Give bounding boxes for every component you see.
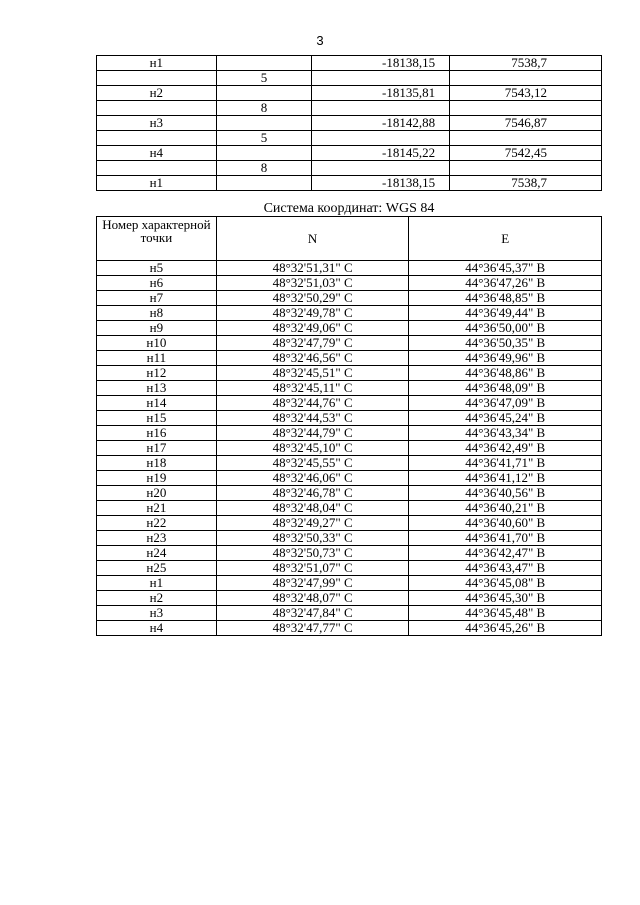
y-cell: 7543,12 xyxy=(450,86,602,101)
page-number: 3 xyxy=(316,33,324,48)
x-cell: -18138,15 xyxy=(312,176,450,191)
longitude-cell: 44°36'45,08" В xyxy=(409,576,602,591)
point-cell: н7 xyxy=(97,291,217,306)
latitude-cell: 48°32'44,76" С xyxy=(216,396,409,411)
longitude-cell: 44°36'48,86" В xyxy=(409,366,602,381)
empty-cell xyxy=(97,161,217,176)
empty-cell xyxy=(97,131,217,146)
latitude-cell: 48°32'46,56" С xyxy=(216,351,409,366)
point-row xyxy=(97,86,602,101)
y-cell: 7538,7 xyxy=(450,176,602,191)
header-e: E xyxy=(409,217,602,261)
longitude-cell: 44°36'42,49" В xyxy=(409,441,602,456)
longitude-cell: 44°36'48,09" В xyxy=(409,381,602,396)
latitude-cell: 48°32'47,84" С xyxy=(216,606,409,621)
empty-cell xyxy=(312,71,450,86)
point-cell: н23 xyxy=(97,531,217,546)
distance-row xyxy=(97,131,602,146)
distance-cell: 5 xyxy=(216,71,312,86)
table-row xyxy=(97,606,602,621)
longitude-cell: 44°36'50,35" В xyxy=(409,336,602,351)
point-row xyxy=(97,176,602,191)
empty-cell xyxy=(312,101,450,116)
wgs84-table xyxy=(96,216,602,636)
longitude-cell: 44°36'40,56" В xyxy=(409,486,602,501)
latitude-cell: 48°32'48,04" С xyxy=(216,501,409,516)
empty-cell xyxy=(450,161,602,176)
longitude-cell: 44°36'45,37" В xyxy=(409,261,602,276)
point-cell: н15 xyxy=(97,411,217,426)
header-n: N xyxy=(216,217,409,261)
table-row xyxy=(97,591,602,606)
point-cell: н17 xyxy=(97,441,217,456)
longitude-cell: 44°36'41,71" В xyxy=(409,456,602,471)
empty-cell xyxy=(97,101,217,116)
longitude-cell: 44°36'47,26" В xyxy=(409,276,602,291)
table-row xyxy=(97,561,602,576)
table-row xyxy=(97,516,602,531)
y-cell: 7546,87 xyxy=(450,116,602,131)
point-cell: н4 xyxy=(97,146,217,161)
y-cell: 7538,7 xyxy=(450,56,602,71)
point-cell: н11 xyxy=(97,351,217,366)
point-cell: н8 xyxy=(97,306,217,321)
longitude-cell: 44°36'43,34" В xyxy=(409,426,602,441)
point-cell: н4 xyxy=(97,621,217,636)
empty-cell xyxy=(216,56,312,71)
point-row xyxy=(97,116,602,131)
table-row xyxy=(97,396,602,411)
point-cell: н18 xyxy=(97,456,217,471)
distance-cell: 5 xyxy=(216,131,312,146)
table-row xyxy=(97,501,602,516)
point-cell: н22 xyxy=(97,516,217,531)
table-row xyxy=(97,426,602,441)
latitude-cell: 48°32'45,10" С xyxy=(216,441,409,456)
coordinate-system-caption: Система координат: WGS 84 xyxy=(263,201,435,216)
point-cell: н1 xyxy=(97,576,217,591)
latitude-cell: 48°32'47,77" С xyxy=(216,621,409,636)
point-cell: н12 xyxy=(97,366,217,381)
latitude-cell: 48°32'45,55" С xyxy=(216,456,409,471)
table-row xyxy=(97,486,602,501)
latitude-cell: 48°32'47,79" С xyxy=(216,336,409,351)
empty-cell xyxy=(97,71,217,86)
point-cell: н13 xyxy=(97,381,217,396)
latitude-cell: 48°32'49,06" С xyxy=(216,321,409,336)
latitude-cell: 48°32'46,06" С xyxy=(216,471,409,486)
longitude-cell: 44°36'45,26" В xyxy=(409,621,602,636)
table-row xyxy=(97,336,602,351)
distance-cell: 8 xyxy=(216,161,312,176)
latitude-cell: 48°32'51,07" С xyxy=(216,561,409,576)
empty-cell xyxy=(216,176,312,191)
longitude-cell: 44°36'42,47" В xyxy=(409,546,602,561)
distance-row xyxy=(97,101,602,116)
table-row xyxy=(97,291,602,306)
longitude-cell: 44°36'47,09" В xyxy=(409,396,602,411)
longitude-cell: 44°36'50,00" В xyxy=(409,321,602,336)
point-cell: н9 xyxy=(97,321,217,336)
table-row xyxy=(97,261,602,276)
empty-cell xyxy=(312,161,450,176)
point-cell: н5 xyxy=(97,261,217,276)
point-cell: н2 xyxy=(97,591,217,606)
empty-cell xyxy=(216,116,312,131)
latitude-cell: 48°32'50,33" С xyxy=(216,531,409,546)
point-row xyxy=(97,56,602,71)
latitude-cell: 48°32'50,73" С xyxy=(216,546,409,561)
x-cell: -18138,15 xyxy=(312,56,450,71)
longitude-cell: 44°36'43,47" В xyxy=(409,561,602,576)
point-row xyxy=(97,146,602,161)
header-point-number: Номер характерной точки xyxy=(97,217,217,261)
table-row xyxy=(97,351,602,366)
point-cell: н21 xyxy=(97,501,217,516)
latitude-cell: 48°32'48,07" С xyxy=(216,591,409,606)
x-cell: -18145,22 xyxy=(312,146,450,161)
longitude-cell: 44°36'48,85" В xyxy=(409,291,602,306)
table-row xyxy=(97,531,602,546)
distance-row xyxy=(97,71,602,86)
longitude-cell: 44°36'40,21" В xyxy=(409,501,602,516)
table-row xyxy=(97,306,602,321)
table-row xyxy=(97,546,602,561)
empty-cell xyxy=(216,86,312,101)
point-cell: н1 xyxy=(97,56,217,71)
longitude-cell: 44°36'41,12" В xyxy=(409,471,602,486)
table-row xyxy=(97,471,602,486)
table-row xyxy=(97,366,602,381)
distance-cell: 8 xyxy=(216,101,312,116)
point-cell: н16 xyxy=(97,426,217,441)
longitude-cell: 44°36'49,44" В xyxy=(409,306,602,321)
empty-cell xyxy=(216,146,312,161)
longitude-cell: 44°36'45,30" В xyxy=(409,591,602,606)
point-cell: н19 xyxy=(97,471,217,486)
longitude-cell: 44°36'45,24" В xyxy=(409,411,602,426)
table-row xyxy=(97,441,602,456)
table-row xyxy=(97,621,602,636)
coordinates-table xyxy=(96,55,602,191)
latitude-cell: 48°32'49,27" С xyxy=(216,516,409,531)
table-row xyxy=(97,381,602,396)
y-cell: 7542,45 xyxy=(450,146,602,161)
point-cell: н14 xyxy=(97,396,217,411)
longitude-cell: 44°36'45,48" В xyxy=(409,606,602,621)
latitude-cell: 48°32'47,99" С xyxy=(216,576,409,591)
longitude-cell: 44°36'40,60" В xyxy=(409,516,602,531)
longitude-cell: 44°36'49,96" В xyxy=(409,351,602,366)
latitude-cell: 48°32'44,53" С xyxy=(216,411,409,426)
latitude-cell: 48°32'46,78" С xyxy=(216,486,409,501)
point-cell: н3 xyxy=(97,606,217,621)
point-cell: н24 xyxy=(97,546,217,561)
point-cell: н25 xyxy=(97,561,217,576)
empty-cell xyxy=(450,71,602,86)
point-cell: н2 xyxy=(97,86,217,101)
empty-cell xyxy=(450,131,602,146)
latitude-cell: 48°32'45,51" С xyxy=(216,366,409,381)
wgs84-header-row xyxy=(97,217,602,261)
distance-row xyxy=(97,161,602,176)
x-cell: -18142,88 xyxy=(312,116,450,131)
latitude-cell: 48°32'44,79" С xyxy=(216,426,409,441)
table-row xyxy=(97,321,602,336)
longitude-cell: 44°36'41,70" В xyxy=(409,531,602,546)
latitude-cell: 48°32'49,78" С xyxy=(216,306,409,321)
x-cell: -18135,81 xyxy=(312,86,450,101)
latitude-cell: 48°32'51,31" С xyxy=(216,261,409,276)
point-cell: н10 xyxy=(97,336,217,351)
point-cell: н1 xyxy=(97,176,217,191)
latitude-cell: 48°32'51,03" С xyxy=(216,276,409,291)
table-row xyxy=(97,276,602,291)
point-cell: н20 xyxy=(97,486,217,501)
latitude-cell: 48°32'50,29" С xyxy=(216,291,409,306)
point-cell: н6 xyxy=(97,276,217,291)
empty-cell xyxy=(450,101,602,116)
table-row xyxy=(97,411,602,426)
table-row xyxy=(97,456,602,471)
latitude-cell: 48°32'45,11" С xyxy=(216,381,409,396)
empty-cell xyxy=(312,131,450,146)
table-row xyxy=(97,576,602,591)
point-cell: н3 xyxy=(97,116,217,131)
